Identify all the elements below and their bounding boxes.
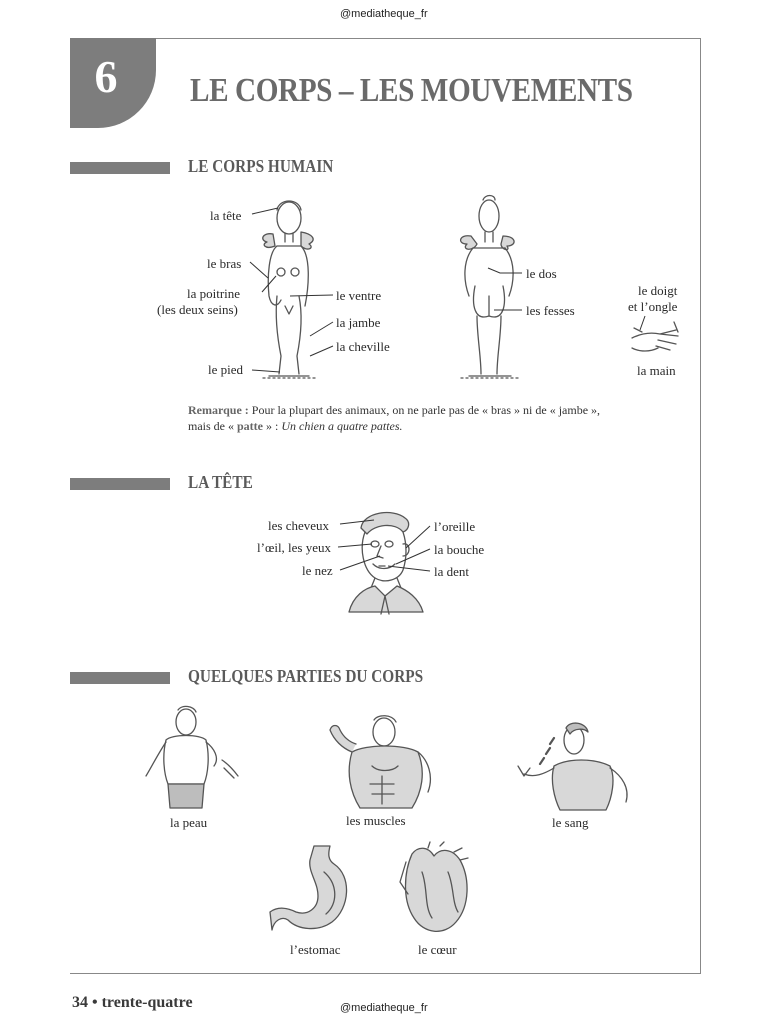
label-bouche: la bouche (434, 542, 485, 557)
label-sang: le sang (552, 815, 589, 830)
section-title-corps-humain: LE CORPS HUMAIN (188, 156, 334, 176)
section-bar-parties (70, 672, 170, 684)
watermark-top: @mediatheque_fr (340, 8, 428, 20)
page-frame (70, 38, 701, 974)
page-title: LE CORPS – LES MOUVEMENTS (190, 72, 633, 109)
label-cheveux: les cheveux (268, 518, 330, 533)
chapter-number: 6 (94, 51, 118, 102)
label-fesses: les fesses (526, 303, 575, 318)
front-body-illustration (255, 196, 325, 386)
remark-label: Remarque : (188, 403, 249, 417)
hand-illustration (630, 318, 682, 360)
section-bar-corps-humain (70, 162, 170, 174)
label-nez: le nez (302, 563, 333, 578)
label-dent: la dent (434, 564, 470, 579)
muscles-illustration (322, 712, 438, 810)
section-bar-tete (70, 478, 170, 490)
remark-text-after: » : (263, 419, 282, 433)
heart-illustration (398, 842, 474, 938)
remark-bold-word: patte (237, 419, 263, 433)
label-cheville: la cheville (336, 339, 390, 354)
section-title-parties: QUELQUES PARTIES DU CORPS (188, 666, 424, 686)
label-bras: le bras (207, 256, 242, 271)
label-coeur: le cœur (418, 942, 457, 957)
page-number: 34 • trente-quatre (72, 994, 193, 1011)
section-title-tete: LA TÊTE (188, 472, 253, 492)
head-illustration (345, 508, 425, 620)
label-estomac: l’estomac (290, 942, 341, 957)
label-ongle: et l’ongle (628, 299, 678, 314)
stomach-illustration (268, 842, 356, 938)
label-doigt: le doigt (638, 283, 678, 298)
label-dos: le dos (526, 266, 557, 281)
skin-illustration (138, 704, 244, 810)
label-tete: la tête (210, 208, 242, 223)
label-poitrine: la poitrine (187, 286, 241, 301)
label-oeil: l’œil, les yeux (257, 540, 332, 555)
watermark-bottom: @mediatheque_fr (340, 1002, 428, 1014)
label-main: la main (637, 363, 676, 378)
label-jambe: la jambe (336, 315, 381, 330)
label-ventre: le ventre (336, 288, 382, 303)
back-body-illustration (455, 196, 525, 386)
remark-text: Pour la plupart des animaux, on ne parle pas de « bras » ni de « jambe », mais de « (188, 403, 601, 433)
label-oreille: l’oreille (434, 519, 476, 534)
label-deux-seins: (les deux seins) (157, 302, 238, 317)
label-pied: le pied (208, 362, 244, 377)
label-peau: la peau (170, 815, 208, 830)
remark-example: Un chien a quatre pattes. (281, 419, 403, 433)
blood-illustration (514, 718, 636, 812)
remark-note (188, 402, 618, 434)
label-muscles: les muscles (346, 813, 406, 828)
